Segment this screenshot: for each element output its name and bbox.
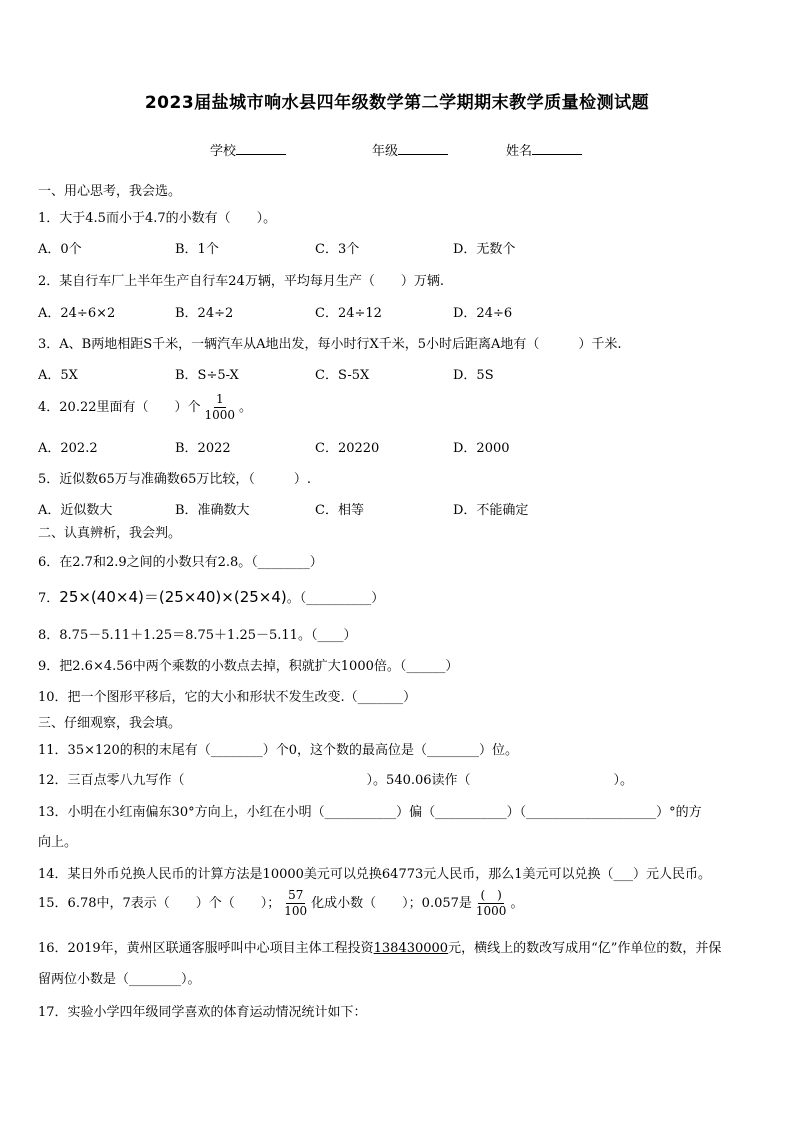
q4-option-c[interactable]: C．20220 <box>315 441 380 456</box>
grade-field <box>372 140 448 159</box>
q7-equation: 25×(40×4)＝(25×40)×(25×4) <box>59 588 287 606</box>
q15-part-1: 15．6.78中，7表示（ ）个（ ）； <box>38 896 281 911</box>
question-13-line-2: 向上。 <box>38 835 78 850</box>
question-2: 2．某自行车厂上半年生产自行车24万辆，平均每月生产（ ）万辆. <box>38 274 444 289</box>
q3-option-b[interactable]: B．S÷5-X <box>175 368 239 383</box>
q4-frac-numerator: 1 <box>215 392 224 406</box>
question-16-line-2: 留两位小数是（________）。 <box>38 972 201 987</box>
q15-part-3: 。 <box>510 896 524 911</box>
grade-blank[interactable] <box>398 142 448 155</box>
q4-option-b[interactable]: B．2022 <box>175 441 231 456</box>
page-title: 2023届盐城市响水县四年级数学第二学期期末教学质量检测试题 <box>144 93 650 113</box>
name-blank[interactable] <box>532 142 582 155</box>
q7-prefix: 7． <box>38 591 60 606</box>
name-field <box>506 140 582 159</box>
q3-option-d[interactable]: D．5S <box>453 368 494 383</box>
q15-frac2-denominator: 1000 <box>475 904 507 918</box>
q4-option-d[interactable]: D．2000 <box>453 441 510 456</box>
q5-option-b[interactable]: B．准确数大 <box>175 503 250 518</box>
question-13-line-1: 13．小明在小红南偏东30°方向上，小红在小明（___________）偏（___________）（____________________）°的方 <box>38 805 702 820</box>
question-14: 14．某日外币兑换人民币的计算方法是10000美元可以兑换64773元人民币，那么1美元可以兑换（___）元人民币。 <box>38 867 712 882</box>
q4-fraction <box>203 392 238 423</box>
question-5: 5．近似数65万与准确数65万比较，（ ）. <box>38 472 311 487</box>
q5-option-d[interactable]: D．不能确定 <box>453 503 529 518</box>
q4-frac-denominator: 1000 <box>204 408 236 422</box>
question-6: 6．在2.7和2.9之间的小数只有2.8。（________） <box>38 555 323 570</box>
q15-frac1-denominator: 100 <box>284 904 308 918</box>
q4-text-after: 。 <box>239 400 253 415</box>
q3-option-a[interactable]: A．5X <box>38 368 78 383</box>
question-12: 12．三百点零八九写作（ ）。540.06读作（ ）。 <box>38 773 634 788</box>
q15-part-2: 化成小数（ ）；0.057是 <box>311 896 472 911</box>
q2-option-c[interactable]: C．24÷12 <box>315 306 382 321</box>
q15-fraction-1 <box>282 888 309 919</box>
question-3: 3．A、B两地相距S千米，一辆汽车从A地出发，每小时行X千米，5小时后距离A地有（ ）千米. <box>38 337 622 352</box>
question-1: 1．大于4.5而小于4.7的小数有（ ）。 <box>38 211 277 226</box>
q1-option-b[interactable]: B．1个 <box>175 242 219 257</box>
question-7 <box>38 586 384 607</box>
question-15 <box>38 888 523 919</box>
q15-fraction-2 <box>474 888 509 919</box>
question-11: 11．35×120的积的末尾有（________）个0，这个数的最高位是（________）位。 <box>38 743 519 758</box>
section-heading-3: 三、仔细观察，我会填。 <box>38 716 182 731</box>
q4-text-before: 4．20.22里面有（ ）个 <box>38 400 201 415</box>
question-8: 8．8.75－5.11＋1.25＝8.75＋1.25－5.11。（____） <box>38 628 357 643</box>
q5-option-a[interactable]: A．近似数大 <box>38 503 113 518</box>
question-4 <box>38 392 252 423</box>
question-17: 17．实验小学四年级同学喜欢的体育运动情况统计如下： <box>38 1005 367 1020</box>
q16-text-after: 元，横线上的数改写成用“亿”作单位的数，并保 <box>448 941 722 956</box>
question-9: 9．把2.6×4.56中两个乘数的小数点去掉，积就扩大1000倍。（______） <box>38 659 459 674</box>
q7-suffix: 。（__________） <box>286 591 385 606</box>
q2-option-a[interactable]: A．24÷6×2 <box>38 306 116 321</box>
q2-option-d[interactable]: D．24÷6 <box>453 306 513 321</box>
q1-option-d[interactable]: D．无数个 <box>453 242 516 257</box>
school-field <box>210 140 286 159</box>
q15-frac2-numerator: ( ) <box>480 888 502 902</box>
school-label: 学校 <box>210 144 237 159</box>
question-16-line-1 <box>38 937 721 956</box>
q2-option-b[interactable]: B．24÷2 <box>175 306 234 321</box>
q16-underlined-number: 138430000 <box>373 941 449 956</box>
q4-option-a[interactable]: A．202.2 <box>38 441 98 456</box>
q5-option-c[interactable]: C．相等 <box>315 503 364 518</box>
section-heading-2: 二、认真辨析，我会判。 <box>38 526 182 541</box>
name-label: 姓名 <box>506 144 533 159</box>
q1-option-a[interactable]: A．0个 <box>38 242 82 257</box>
grade-label: 年级 <box>372 144 399 159</box>
q15-frac1-numerator: 57 <box>288 888 304 902</box>
section-heading-1: 一、用心思考，我会选。 <box>38 184 182 199</box>
q16-text-before: 16．2019年，黄州区联通客服呼叫中心项目主体工程投资 <box>38 941 374 956</box>
q3-option-c[interactable]: C．S-5X <box>315 368 370 383</box>
q1-option-c[interactable]: C．3个 <box>315 242 360 257</box>
question-10: 10．把一个图形平移后，它的大小和形状不发生改变.（_______） <box>38 690 417 705</box>
school-blank[interactable] <box>236 142 286 155</box>
